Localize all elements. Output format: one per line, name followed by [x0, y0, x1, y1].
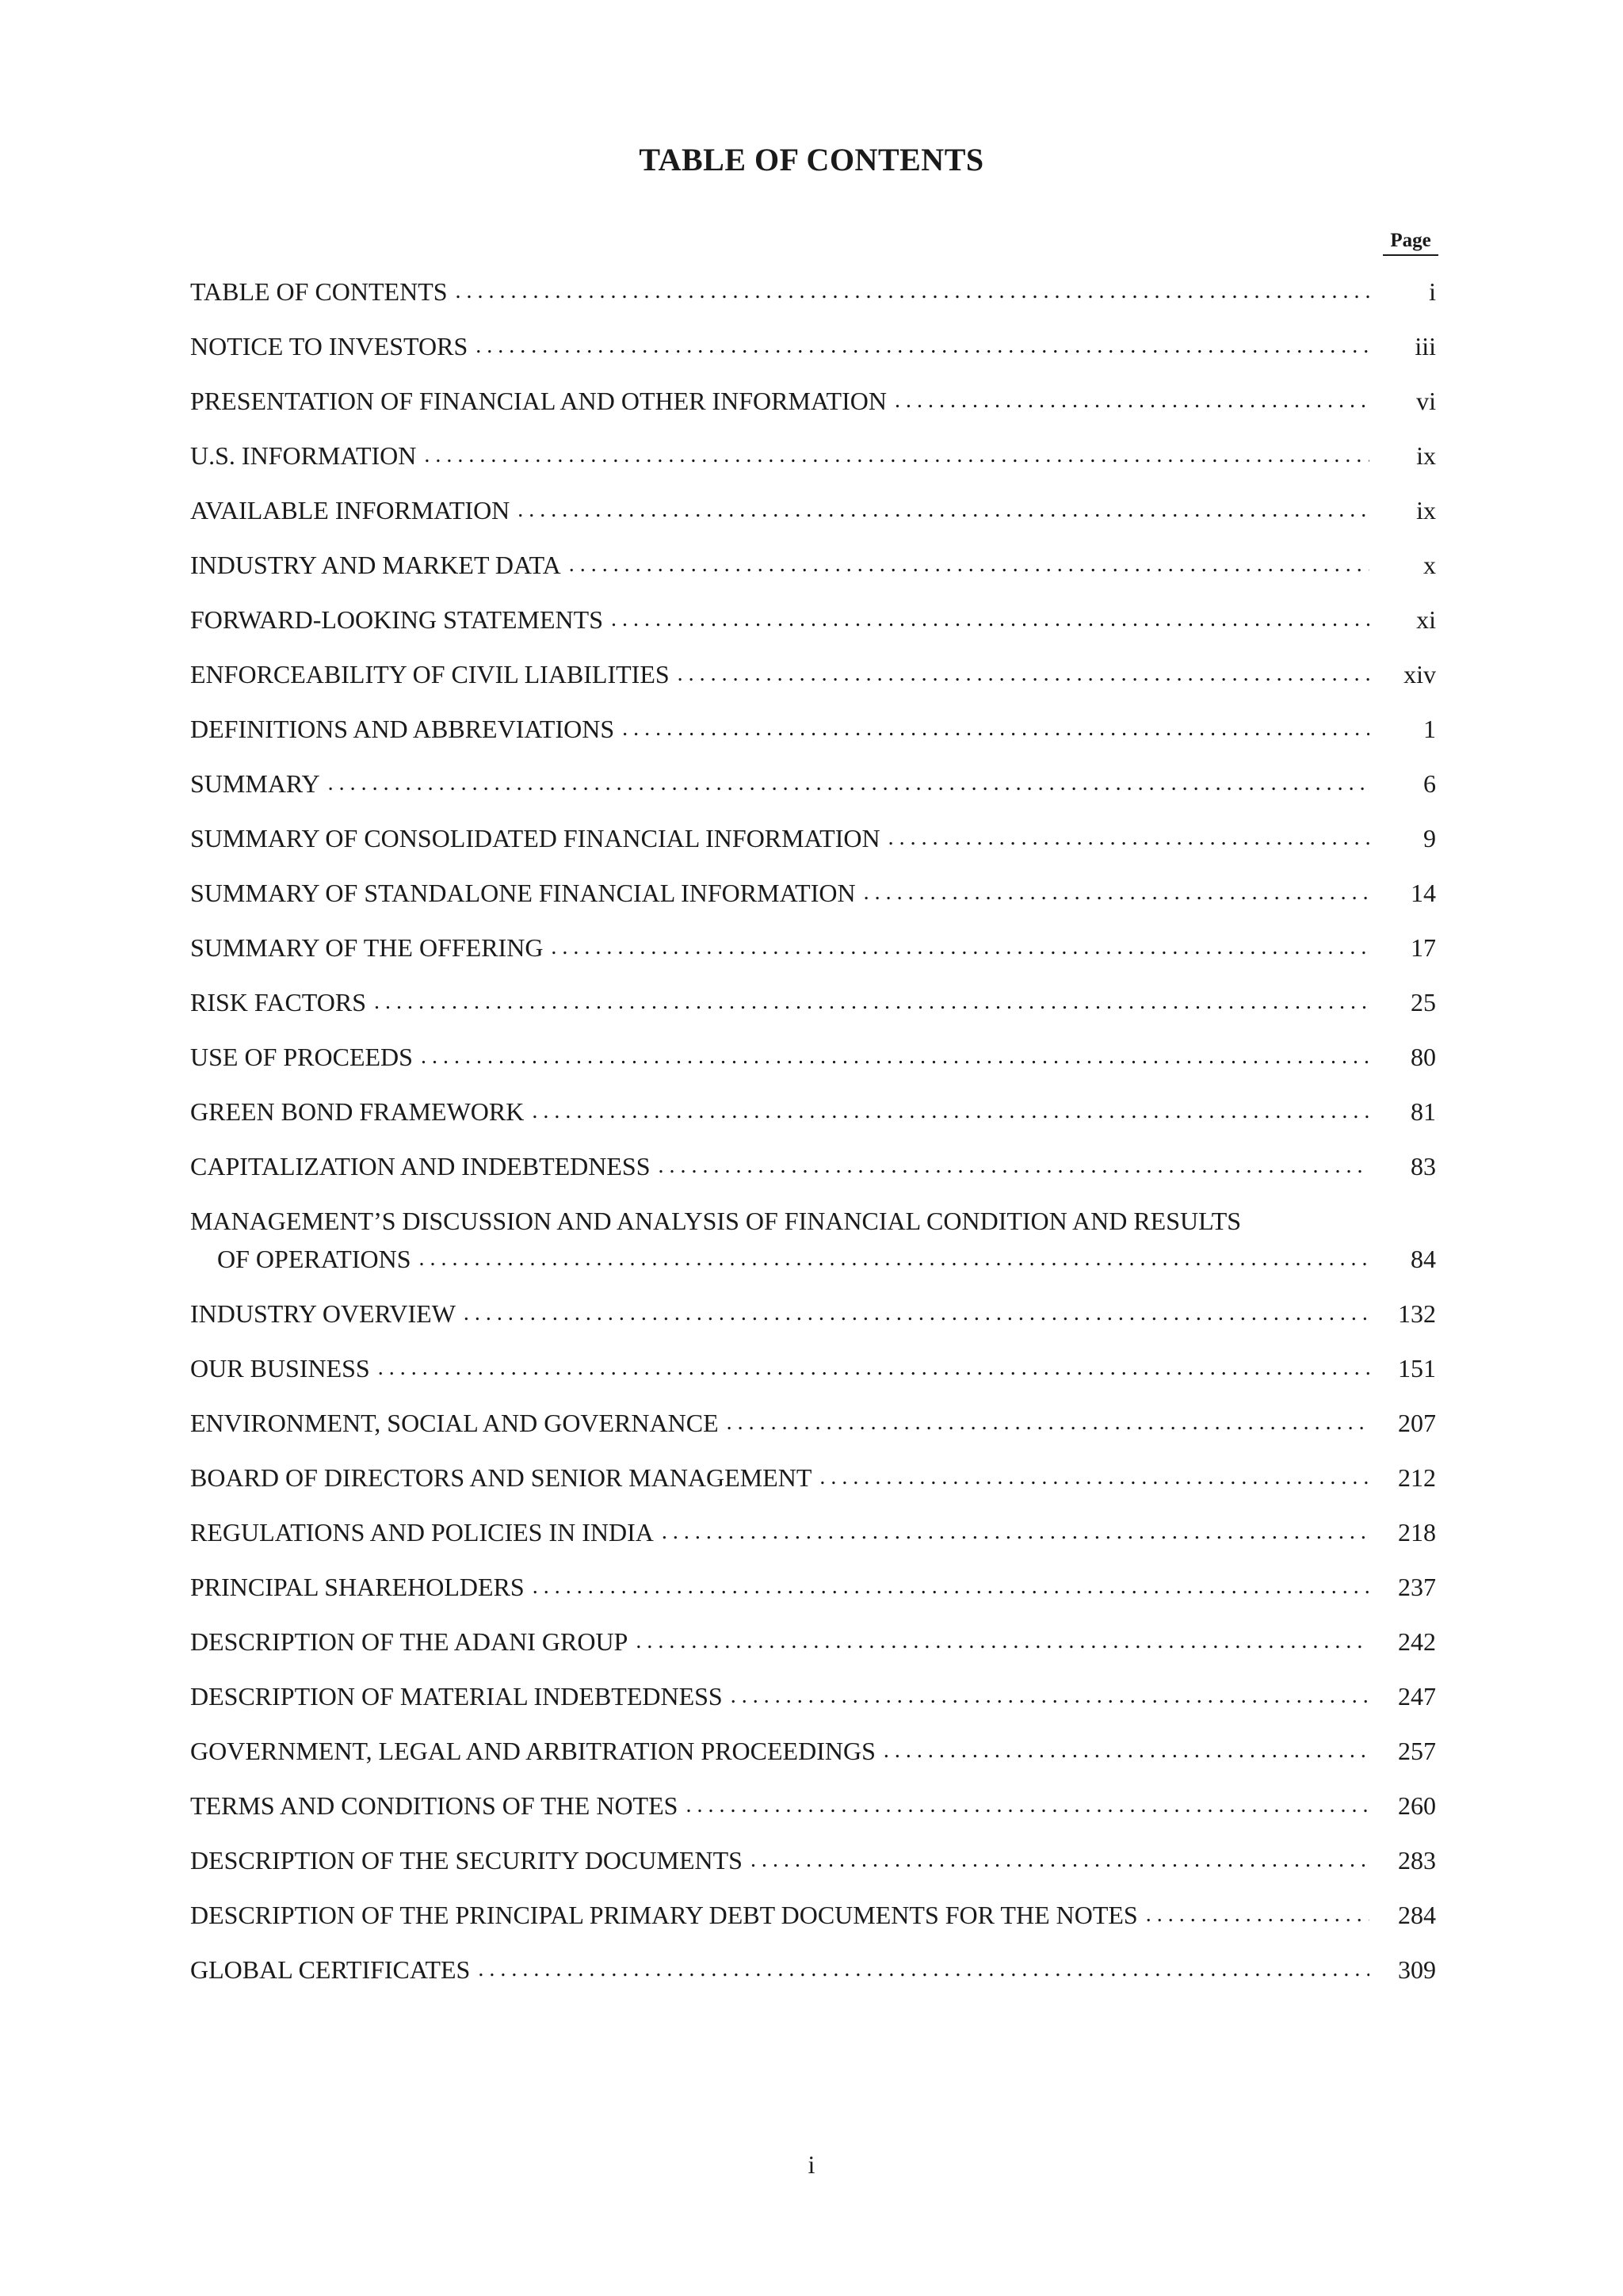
toc-entry-title: OUR BUSINESS	[190, 1354, 370, 1383]
toc-entry[interactable]	[190, 768, 1436, 799]
toc-leader-dots	[374, 986, 1369, 1018]
toc-entry-title: GLOBAL CERTIFICATES	[190, 1955, 471, 1984]
toc-entry-title: SUMMARY OF STANDALONE FINANCIAL INFORMATION	[190, 879, 856, 907]
toc-entry-page: 237	[1398, 1573, 1436, 1601]
toc-entry-title: USE OF PROCEEDS	[190, 1043, 413, 1071]
toc-entry[interactable]	[190, 1954, 1436, 1985]
toc-leader-dots	[517, 494, 1369, 526]
toc-leader-dots	[864, 877, 1369, 909]
toc-entry[interactable]	[190, 549, 1436, 581]
toc-entry-page: 284	[1398, 1901, 1436, 1929]
toc-entry-page: x	[1423, 551, 1436, 579]
toc-leader-dots	[424, 440, 1369, 471]
toc-entry-title: INDUSTRY OVERVIEW	[190, 1299, 456, 1328]
toc-leader-dots	[421, 1041, 1369, 1073]
toc-leader-dots	[1146, 1899, 1369, 1931]
toc-entry-page: 6	[1423, 769, 1436, 798]
toc-leader-dots	[464, 1298, 1369, 1329]
toc-leader-dots	[532, 1096, 1369, 1127]
toc-entry[interactable]	[190, 1352, 1436, 1384]
toc-entry-page: 260	[1398, 1791, 1436, 1820]
toc-entry-title: TERMS AND CONDITIONS OF THE NOTES	[190, 1791, 678, 1820]
toc-entry-title: INDUSTRY AND MARKET DATA	[190, 551, 561, 579]
toc-entry[interactable]	[190, 1516, 1436, 1548]
toc-entry[interactable]	[190, 1735, 1436, 1767]
toc-entry-title: PRINCIPAL SHAREHOLDERS	[190, 1573, 525, 1601]
toc-entry-page: 283	[1398, 1846, 1436, 1875]
toc-leader-dots	[328, 768, 1369, 799]
toc-leader-dots	[750, 1844, 1369, 1876]
toc-entry[interactable]	[190, 494, 1436, 526]
page-column-header: Page	[1383, 230, 1438, 256]
toc-leader-dots	[418, 1243, 1369, 1275]
toc-entry[interactable]	[190, 1205, 1436, 1275]
toc-entry-title: ENFORCEABILITY OF CIVIL LIABILITIES	[190, 660, 670, 688]
toc-entry[interactable]	[190, 1626, 1436, 1657]
toc-entry-page: 14	[1411, 879, 1436, 907]
toc-leader-dots	[636, 1626, 1369, 1657]
toc-entry-page: 247	[1398, 1682, 1436, 1711]
toc-entry[interactable]	[190, 877, 1436, 909]
toc-entry[interactable]	[190, 276, 1436, 307]
toc-entry-page: xi	[1416, 605, 1436, 634]
toc-entry[interactable]	[190, 1096, 1436, 1127]
toc-entry-page: 80	[1411, 1043, 1436, 1071]
toc-entry[interactable]	[190, 1150, 1436, 1182]
toc-entry-page: 25	[1411, 988, 1436, 1016]
toc-entry[interactable]	[190, 330, 1436, 362]
toc-list	[190, 276, 1436, 2008]
toc-leader-dots	[685, 1790, 1369, 1821]
toc-entry-title: NOTICE TO INVESTORS	[190, 332, 468, 360]
toc-entry-page: 212	[1398, 1463, 1436, 1492]
toc-entry[interactable]	[190, 1680, 1436, 1712]
toc-entry[interactable]	[190, 440, 1436, 471]
toc-entry[interactable]	[190, 1844, 1436, 1876]
toc-entry-page: 9	[1423, 824, 1436, 852]
toc-leader-dots	[678, 658, 1369, 690]
toc-entry-title-continued: OF OPERATIONS	[217, 1245, 411, 1273]
toc-entry[interactable]	[190, 822, 1436, 854]
toc-entry-title: MANAGEMENT’S DISCUSSION AND ANALYSIS OF FINANCIAL CONDITION AND RESULTS	[190, 1207, 1242, 1235]
toc-entry-page: 1	[1423, 715, 1436, 743]
toc-entry[interactable]	[190, 1899, 1436, 1931]
toc-entry-title: ENVIRONMENT, SOCIAL AND GOVERNANCE	[190, 1409, 719, 1437]
toc-entry[interactable]	[190, 1790, 1436, 1821]
toc-entry-page: 83	[1411, 1152, 1436, 1180]
toc-entry-page: iii	[1415, 332, 1436, 360]
toc-entry-title: FORWARD-LOOKING STATEMENTS	[190, 605, 603, 634]
toc-entry-page: 17	[1411, 933, 1436, 962]
toc-entry-title: GREEN BOND FRAMEWORK	[190, 1097, 525, 1126]
toc-leader-dots	[611, 604, 1369, 635]
toc-entry-page: vi	[1416, 387, 1436, 415]
toc-entry-title: DESCRIPTION OF THE ADANI GROUP	[190, 1627, 628, 1656]
toc-entry-title: AVAILABLE INFORMATION	[190, 496, 510, 524]
toc-entry-page: ix	[1416, 496, 1436, 524]
toc-entry-title: RISK FACTORS	[190, 988, 366, 1016]
toc-leader-dots	[888, 822, 1369, 854]
toc-leader-dots	[456, 276, 1369, 307]
toc-entry-page: 151	[1398, 1354, 1436, 1383]
toc-entry-title: BOARD OF DIRECTORS AND SENIOR MANAGEMENT	[190, 1463, 812, 1492]
toc-leader-dots	[659, 1150, 1369, 1182]
toc-leader-dots	[622, 713, 1369, 745]
toc-entry-title: SUMMARY OF CONSOLIDATED FINANCIAL INFORMATION	[190, 824, 880, 852]
toc-leader-dots	[378, 1352, 1369, 1384]
toc-entry[interactable]	[190, 1041, 1436, 1073]
toc-entry-title: U.S. INFORMATION	[190, 441, 417, 470]
toc-entry-page: 218	[1398, 1518, 1436, 1547]
toc-leader-dots	[533, 1571, 1369, 1603]
toc-entry[interactable]	[190, 986, 1436, 1018]
toc-entry[interactable]	[190, 1571, 1436, 1603]
toc-leader-dots	[727, 1407, 1369, 1439]
toc-entry-page: 309	[1398, 1955, 1436, 1984]
toc-entry-page: i	[1429, 277, 1436, 306]
toc-entry-title: SUMMARY	[190, 769, 320, 798]
toc-entry[interactable]	[190, 1298, 1436, 1329]
toc-entry-title: TABLE OF CONTENTS	[190, 277, 448, 306]
toc-entry-page: 207	[1398, 1409, 1436, 1437]
toc-entry-title: GOVERNMENT, LEGAL AND ARBITRATION PROCEEDINGS	[190, 1737, 876, 1765]
toc-leader-dots	[569, 549, 1369, 581]
toc-leader-dots	[662, 1516, 1369, 1548]
toc-leader-dots	[478, 1954, 1369, 1985]
footer-page-number: i	[808, 2150, 815, 2179]
toc-entry[interactable]	[190, 1462, 1436, 1493]
toc-entry-title: REGULATIONS AND POLICIES IN INDIA	[190, 1518, 654, 1547]
toc-leader-dots	[884, 1735, 1369, 1767]
toc-leader-dots	[551, 932, 1369, 963]
toc-entry[interactable]	[190, 713, 1436, 745]
toc-entry-page: 84	[1411, 1245, 1436, 1273]
page-title: TABLE OF CONTENTS	[639, 142, 984, 177]
toc-entry-title: SUMMARY OF THE OFFERING	[190, 933, 544, 962]
toc-entry[interactable]	[190, 658, 1436, 690]
toc-leader-dots	[475, 330, 1369, 362]
toc-entry-page: 132	[1398, 1299, 1436, 1328]
toc-entry[interactable]	[190, 1407, 1436, 1439]
toc-entry-page: 257	[1398, 1737, 1436, 1765]
toc-entry-title: DESCRIPTION OF THE PRINCIPAL PRIMARY DEBT DOCUMENTS FOR THE NOTES	[190, 1901, 1138, 1929]
toc-entry-page: ix	[1416, 441, 1436, 470]
toc-entry[interactable]	[190, 385, 1436, 417]
toc-entry-title: DEFINITIONS AND ABBREVIATIONS	[190, 715, 615, 743]
toc-entry-page: 242	[1398, 1627, 1436, 1656]
toc-entry-title: DESCRIPTION OF THE SECURITY DOCUMENTS	[190, 1846, 743, 1875]
toc-entry-page: xiv	[1403, 660, 1436, 688]
toc-entry[interactable]	[190, 932, 1436, 963]
toc-entry-title: PRESENTATION OF FINANCIAL AND OTHER INFORMATION	[190, 387, 887, 415]
toc-entry-page: 81	[1411, 1097, 1436, 1126]
toc-leader-dots	[731, 1680, 1369, 1712]
toc-leader-dots	[819, 1462, 1369, 1493]
toc-entry-title: CAPITALIZATION AND INDEBTEDNESS	[190, 1152, 651, 1180]
toc-entry[interactable]	[190, 604, 1436, 635]
toc-leader-dots	[895, 385, 1369, 417]
toc-entry-title: DESCRIPTION OF MATERIAL INDEBTEDNESS	[190, 1682, 723, 1711]
